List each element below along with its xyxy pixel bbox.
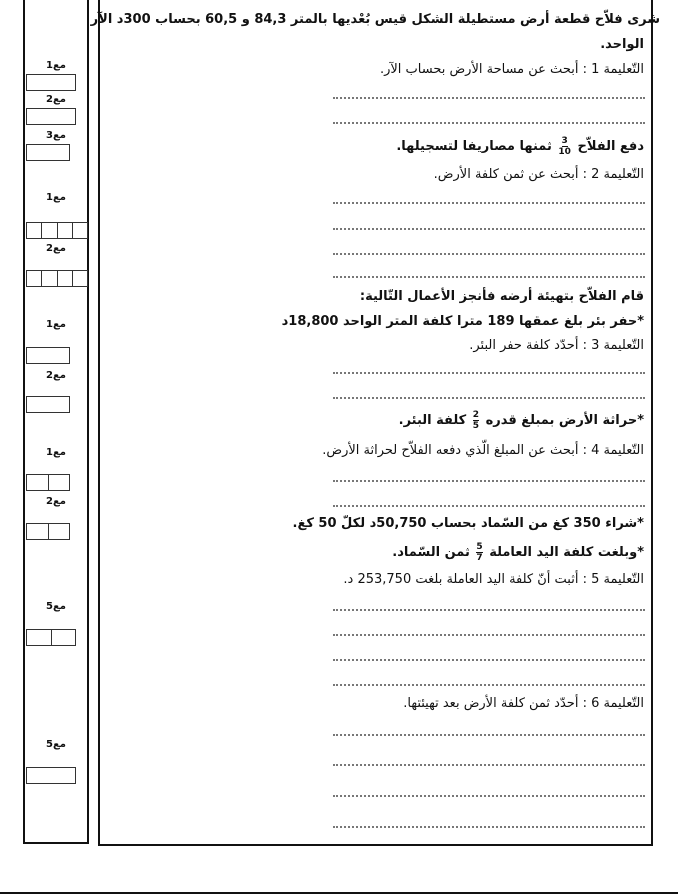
fraction <box>473 410 479 431</box>
fraction <box>558 136 571 157</box>
answer-line[interactable] <box>333 372 645 374</box>
criterion-label: مع1 <box>46 60 66 71</box>
intro-line: الواحد. <box>600 37 644 52</box>
text: كلفة البئر. <box>398 413 467 428</box>
denominator: 7 <box>476 553 483 563</box>
task-2: التّعليمة 2 : أبحث عن ثمن كلفة الأرض. <box>433 167 644 182</box>
answer-line[interactable] <box>333 764 645 766</box>
answer-line[interactable] <box>333 826 645 828</box>
denominator: 5 <box>472 421 480 431</box>
score-box[interactable] <box>26 108 76 125</box>
answer-line[interactable] <box>333 684 645 686</box>
score-box[interactable] <box>26 474 70 491</box>
answer-line[interactable] <box>333 480 645 482</box>
numerator: 2 <box>472 410 480 420</box>
score-box[interactable] <box>26 767 76 784</box>
text: ثمن السّماد. <box>392 545 470 560</box>
criterion-label: مع5 <box>46 601 66 612</box>
answer-line[interactable] <box>333 228 645 230</box>
criterion-label: مع2 <box>46 370 66 381</box>
answer-line[interactable] <box>333 795 645 797</box>
works-intro: قام الفلاّح بتهيئة أرضه فأنجز الأعمال التّالية: <box>359 289 644 304</box>
text: ثمنها مصاريفا لتسجيلها. <box>396 139 552 154</box>
score-box[interactable] <box>26 347 70 364</box>
criterion-label: مع2 <box>46 94 66 105</box>
task-1: التّعليمة 1 : أبحث عن مساحة الأرض بحساب الآر. <box>379 62 644 77</box>
answer-line[interactable] <box>333 634 645 636</box>
task-4: التّعليمة 4 : أبحث عن المبلغ الّذي دفعه الفلاّح لحراثة الأرض. <box>322 443 644 458</box>
criterion-label: مع2 <box>46 243 66 254</box>
fertilizer-line: *شراء 350 كغ من السّماد بحساب 50,750د لكلّ 50 كغ. <box>292 516 644 531</box>
well-line: *حفر بئر بلغ عمقها 189 مترا كلفة المتر الواحد 18,800د <box>281 314 644 329</box>
answer-line[interactable] <box>333 97 645 99</box>
grading-column <box>23 0 89 844</box>
score-box[interactable] <box>26 396 70 413</box>
answer-line[interactable] <box>333 253 645 255</box>
score-box[interactable] <box>26 270 88 287</box>
score-box[interactable] <box>26 222 88 239</box>
score-box[interactable] <box>26 629 76 646</box>
answer-line[interactable] <box>333 609 645 611</box>
answer-line[interactable] <box>333 122 645 124</box>
criterion-label: مع5 <box>46 739 66 750</box>
intro-line: شرى فلاّح قطعة أرض مستطيلة الشكل قيس بُعْديها بالمتر 84,3 و 60,5 بحساب 300د الآر <box>90 12 660 27</box>
text: *حراثة الأرض بمبلغ قدره <box>485 413 644 428</box>
text: *وبلغت كلفة اليد العاملة <box>489 545 644 560</box>
task-5: التّعليمة 5 : أثبت أنّ كلفة اليد العاملة بلغت 253,750 د. <box>343 572 644 587</box>
fraction <box>476 542 482 563</box>
answer-line[interactable] <box>333 734 645 736</box>
answer-line[interactable] <box>333 505 645 507</box>
bottom-rule <box>0 892 678 894</box>
score-box[interactable] <box>26 74 76 91</box>
criterion-label: مع1 <box>46 192 66 203</box>
criterion-label: مع1 <box>46 319 66 330</box>
registration-fee-line <box>396 136 644 157</box>
answer-line[interactable] <box>333 659 645 661</box>
labour-line <box>392 542 644 563</box>
plough-line <box>399 410 644 431</box>
criterion-label: مع3 <box>46 130 66 141</box>
task-3: التّعليمة 3 : أحدّد كلفة حفر البئر. <box>469 338 644 353</box>
answer-line[interactable] <box>333 397 645 399</box>
score-box[interactable] <box>26 144 70 161</box>
criterion-label: مع2 <box>46 496 66 507</box>
denominator: 10 <box>558 147 571 157</box>
answer-line[interactable] <box>333 276 645 278</box>
score-box[interactable] <box>26 523 70 540</box>
criterion-label: مع1 <box>46 447 66 458</box>
answer-line[interactable] <box>333 202 645 204</box>
numerator: 5 <box>476 542 483 552</box>
text: دفع الفلاّح <box>577 139 644 154</box>
task-6: التّعليمة 6 : أحدّد ثمن كلفة الأرض بعد تهيئتها. <box>403 696 644 711</box>
numerator: 3 <box>561 136 568 146</box>
